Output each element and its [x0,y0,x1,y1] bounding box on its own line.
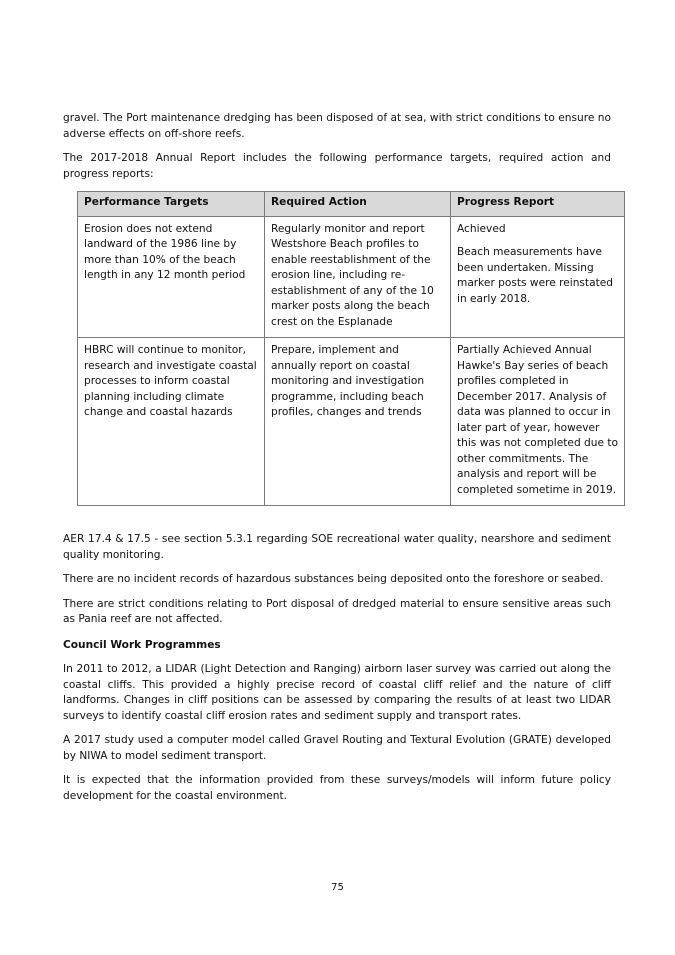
expected-paragraph: It is expected that the information provided from these surveys/models will inform future policy development for the coastal environment. [63,774,611,802]
header-required-action: Required Action [265,192,451,217]
table-header-row [78,192,625,217]
page-number: 75 [331,882,344,893]
progress-cell: Partially Achieved Annual Hawke's Bay series of beach profiles completed in December 2017. Analysis of data was planned to occur in later part of year, however this was not completed due to other commitments. The analysis and report will be completed sometime in 2019. [451,338,625,506]
action-cell: Prepare, implement and annually report on coastal monitoring and investigation programme, including beach profiles, changes and trends [265,338,451,506]
progress-cell [451,216,625,338]
header-progress-report: Progress Report [451,192,625,217]
section-heading: Council Work Programmes [63,638,221,651]
performance-targets-table [77,191,625,506]
table-row [78,216,625,338]
progress-status: Achieved [457,222,506,235]
aer-paragraph: AER 17.4 & 17.5 - see section 5.3.1 regarding SOE recreational water quality, nearshore and sediment quality monitoring. [63,533,611,561]
header-performance-targets: Performance Targets [78,192,265,217]
intro-paragraph-annual-report: The 2017-2018 Annual Report includes the following performance targets, required action and progress reports: [63,152,611,180]
table-row [78,338,625,506]
progress-detail: Beach measurements have been undertaken. Missing marker posts were reinstated in early 2018. [457,246,613,305]
port-disposal-paragraph: There are strict conditions relating to Port disposal of dredged material to ensure sensitive areas such as Pania reef are not affected. [63,597,611,625]
intro-paragraph-gravel: gravel. The Port maintenance dredging has been disposed of at sea, with strict conditions to ensure no adverse effects on off-shore reefs. [63,112,611,140]
document-page [63,111,618,804]
target-cell: HBRC will continue to monitor, research and investigate coastal processes to inform coastal planning including climate change and coastal hazards [78,338,265,506]
incident-paragraph: There are no incident records of hazardous substances being deposited onto the foreshore or seabed. [63,573,604,585]
action-cell: Regularly monitor and report Westshore Beach profiles to enable reestablishment of the erosion line, including re-establishment of any of the 10 marker posts along the beach crest on the Esplanade [265,216,451,338]
grate-paragraph: A 2017 study used a computer model called Gravel Routing and Textural Evolution (GRATE) developed by NIWA to model sediment transport. [63,734,611,762]
lidar-paragraph: In 2011 to 2012, a LIDAR (Light Detection and Ranging) airborn laser survey was carried out along the coastal cliffs. This provided a highly precise record of coastal cliff relief and the nature of cliff landforms. Changes in cliff positions can be assessed by comparing the results of at least two LIDAR surveys to identify coastal cliff erosion rates and sediment supply and transport rates. [63,663,611,722]
target-cell: Erosion does not extend landward of the 1986 line by more than 10% of the beach length in any 12 month period [78,216,265,338]
